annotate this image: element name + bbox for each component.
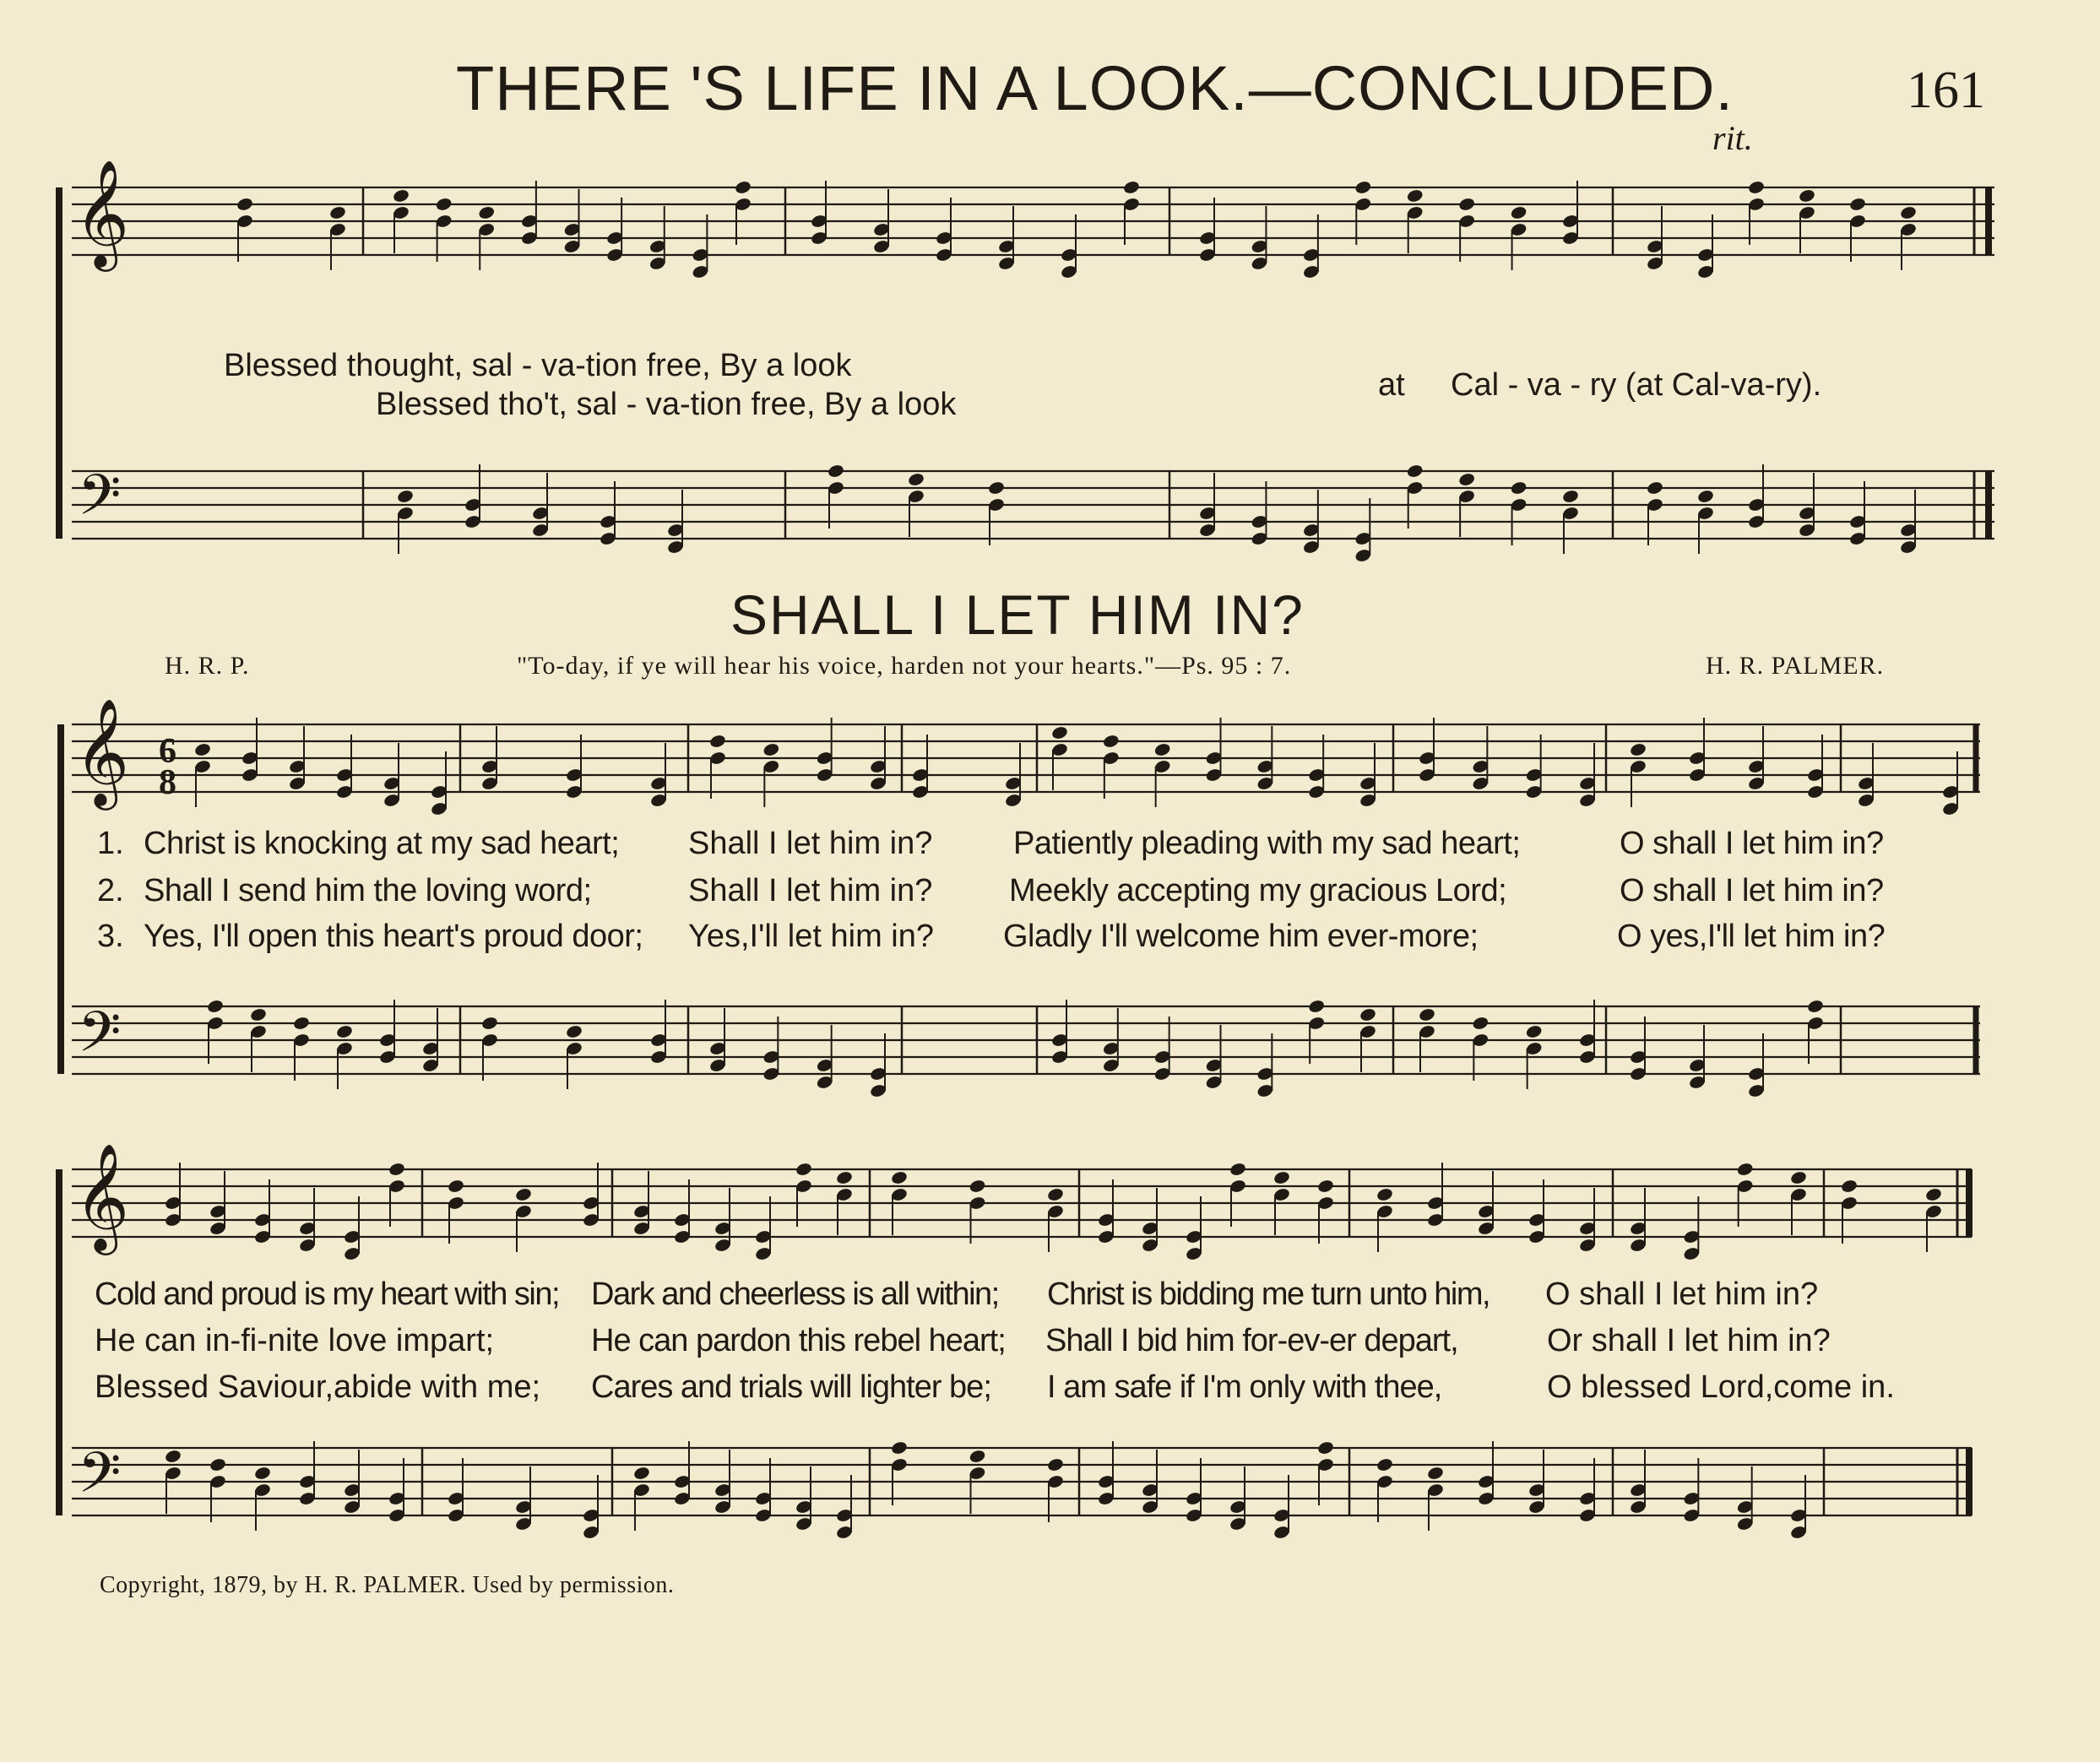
note	[1457, 472, 1475, 487]
note	[1102, 734, 1120, 749]
note	[1747, 180, 1765, 195]
note	[480, 1016, 498, 1031]
note	[1376, 1187, 1393, 1202]
note	[206, 999, 224, 1014]
verse-text: Shall I let him in?	[688, 873, 933, 908]
hymn-author: H. R. P.	[165, 652, 250, 680]
note	[565, 1024, 583, 1039]
note	[1510, 205, 1528, 220]
verse-text: Patiently pleading with my sad heart;	[1013, 826, 1521, 861]
treble-clef-icon: 𝄞	[74, 1142, 130, 1250]
note	[1525, 1024, 1543, 1039]
verse-text: O blessed Lord,come in.	[1547, 1369, 1895, 1405]
note	[734, 180, 752, 195]
note	[1789, 1170, 1807, 1185]
verse-text: O yes,I'll let him in?	[1617, 919, 1886, 954]
verse-text: Christ is knocking at my sad heart;	[144, 826, 620, 861]
lyric-ending: Cal - va - ry (at Cal-va-ry).	[1451, 367, 1822, 403]
note	[907, 472, 925, 487]
note	[292, 1016, 310, 1031]
treble-clef-icon: 𝄞	[74, 697, 130, 805]
note	[827, 464, 844, 479]
note	[969, 1179, 986, 1194]
note	[396, 489, 414, 504]
verse-number: 3.	[97, 919, 124, 954]
note	[1806, 999, 1824, 1014]
note	[1316, 1179, 1334, 1194]
bass-clef-icon: 𝄢	[78, 1440, 122, 1519]
note	[193, 742, 211, 757]
note	[969, 1449, 986, 1464]
lyric-line-lower: Blessed tho't, sal - va-tion free, By a look	[376, 387, 957, 422]
time-signature-8: 8	[159, 763, 176, 802]
verse-number: 2.	[97, 873, 124, 908]
bass-clef-icon: 𝄢	[78, 463, 122, 541]
note	[1272, 1170, 1290, 1185]
note	[835, 1170, 853, 1185]
note	[1561, 489, 1579, 504]
scripture-quote: "To-day, if ye will hear his voice, harden not your hearts."—Ps. 95 : 7.	[517, 652, 1292, 680]
note	[795, 1162, 812, 1177]
verse-text: I am safe if I'm only with thee,	[1047, 1369, 1442, 1405]
verse-text: He can in-fi-nite love impart;	[95, 1323, 495, 1358]
verse-text: Shall I let him in?	[688, 826, 933, 861]
note	[335, 1024, 353, 1039]
verse-text: Christ is bidding me turn unto him,	[1047, 1277, 1490, 1312]
note	[435, 197, 453, 212]
time-signature-6: 6	[159, 732, 176, 771]
note	[1406, 188, 1424, 203]
note	[392, 188, 410, 203]
note	[762, 742, 780, 757]
note	[1307, 999, 1325, 1014]
note	[1736, 1162, 1754, 1177]
verse-text: Gladly I'll welcome him ever-more;	[1003, 919, 1479, 954]
note	[1406, 464, 1424, 479]
note	[1899, 205, 1917, 220]
note	[1418, 1007, 1435, 1022]
note	[1354, 180, 1372, 195]
lyric-line-upper: Blessed thought, sal - va-tion free, By a look	[224, 348, 852, 383]
page-number: 161	[1907, 62, 1985, 119]
note	[708, 734, 726, 749]
hymn-title: SHALL I LET HIM IN?	[730, 583, 1305, 646]
verse-text: Shall I send him the loving word;	[144, 873, 592, 908]
verse-text: O shall I let him in?	[1620, 873, 1884, 908]
hymn-composer: H. R. PALMER.	[1706, 652, 1885, 680]
verse-text: Cares and trials will lighter be;	[591, 1369, 991, 1405]
verse-text: O shall I let him in?	[1545, 1277, 1819, 1312]
lyric-at: at	[1378, 367, 1405, 403]
verse-text: Or shall I let him in?	[1547, 1323, 1831, 1358]
note	[1046, 1457, 1064, 1472]
note	[1848, 197, 1866, 212]
note	[1510, 480, 1528, 496]
note	[1050, 725, 1068, 740]
note	[632, 1466, 650, 1481]
note	[236, 197, 253, 212]
note	[890, 1170, 908, 1185]
verse-text: Meekly accepting my gracious Lord;	[1009, 873, 1507, 908]
note	[1316, 1440, 1334, 1456]
note	[1046, 1187, 1064, 1202]
verse-text: O shall I let him in?	[1620, 826, 1884, 861]
page-title: THERE 'S LIFE IN A LOOK.—CONCLUDED.	[456, 53, 1734, 123]
note	[1426, 1466, 1444, 1481]
treble-clef-icon: 𝄞	[74, 159, 130, 267]
note	[447, 1179, 464, 1194]
bass-clef-icon: 𝄢	[78, 1000, 122, 1078]
note	[1798, 188, 1815, 203]
verse-text: Cold and proud is my heart with sin;	[95, 1277, 560, 1312]
note	[1696, 489, 1714, 504]
verse-number: 1.	[97, 826, 124, 861]
note	[514, 1187, 532, 1202]
verse-text: Yes, I'll open this heart's proud door;	[144, 919, 643, 954]
note	[1153, 742, 1171, 757]
copyright-notice: Copyright, 1879, by H. R. PALMER. Used by permission.	[100, 1572, 675, 1598]
verse-text: Shall I bid him for-ev-er depart,	[1045, 1323, 1458, 1358]
note	[1629, 742, 1647, 757]
note	[1472, 1016, 1490, 1031]
note	[249, 1007, 267, 1022]
verse-text: Yes,I'll let him in?	[688, 919, 934, 954]
note	[1924, 1187, 1942, 1202]
note	[1840, 1179, 1858, 1194]
verse-text: He can pardon this rebel heart;	[591, 1323, 1006, 1358]
note	[253, 1466, 271, 1481]
note	[890, 1440, 908, 1456]
note	[209, 1457, 226, 1472]
note	[1376, 1457, 1393, 1472]
note	[164, 1449, 182, 1464]
note	[1122, 180, 1140, 195]
verse-text: Blessed Saviour,abide with me;	[95, 1369, 541, 1405]
note	[1229, 1162, 1246, 1177]
ritardando-marking: rit.	[1712, 119, 1753, 157]
note	[478, 205, 496, 220]
note	[1359, 1007, 1376, 1022]
verse-text: Dark and cheerless is all within;	[591, 1277, 999, 1312]
note	[388, 1162, 405, 1177]
note	[328, 205, 346, 220]
note	[987, 480, 1005, 496]
note	[1457, 197, 1475, 212]
note	[1646, 480, 1663, 496]
